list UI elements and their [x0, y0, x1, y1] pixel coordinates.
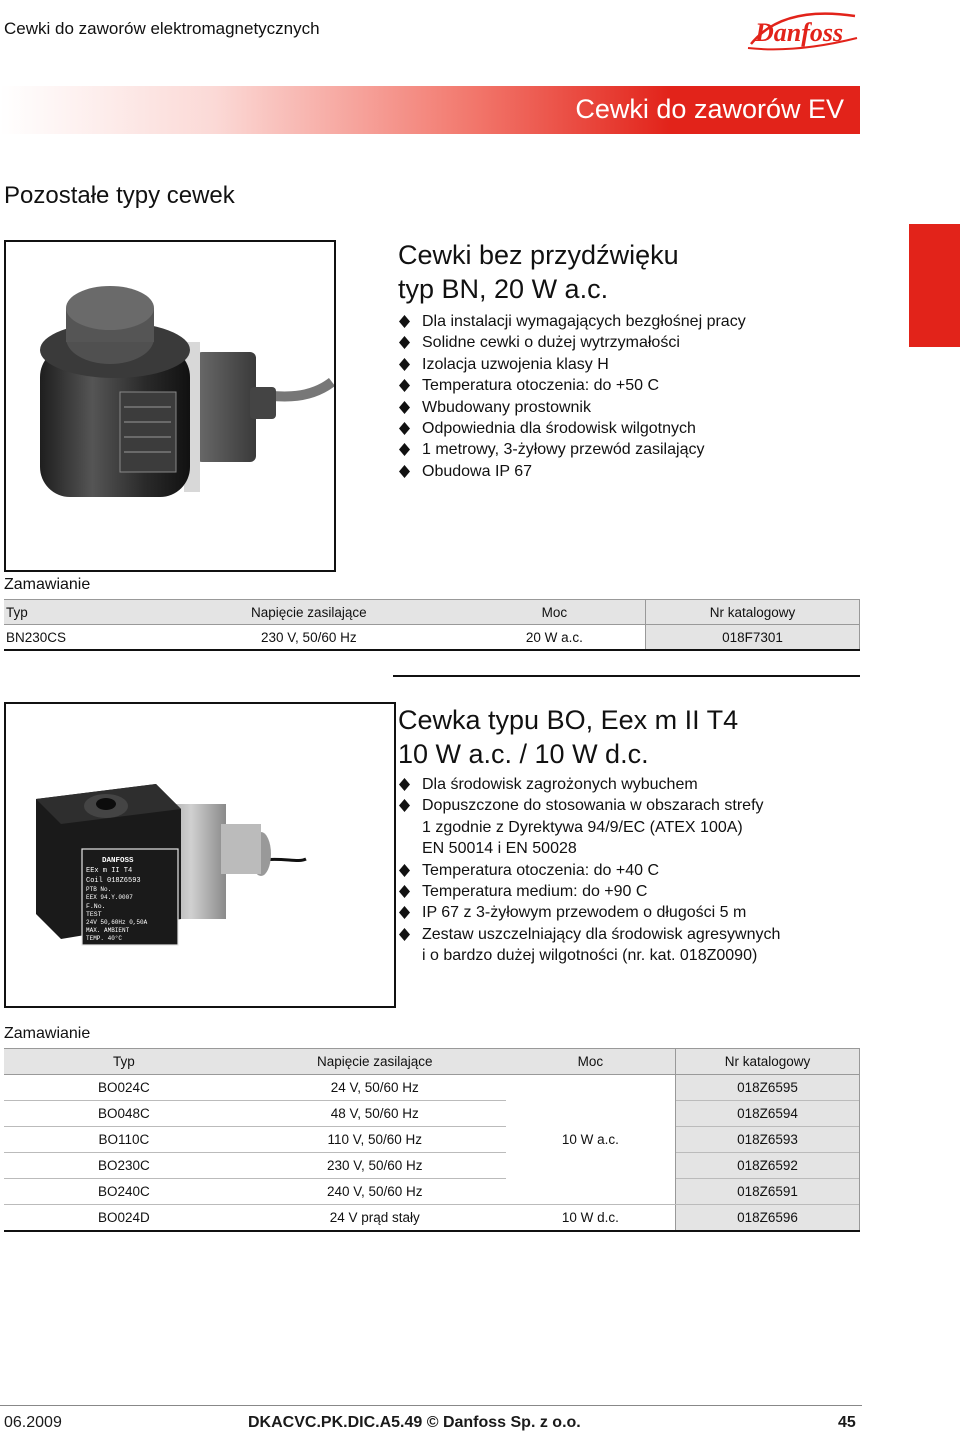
- diamond-bullet-icon: [399, 906, 410, 919]
- table-row: [4, 1205, 860, 1232]
- feature-text: Izolacja uzwojenia klasy H: [422, 355, 609, 373]
- table-cell: 018Z6594: [676, 1101, 860, 1127]
- diamond-bullet-icon: [399, 465, 410, 478]
- table-cell: 24 V, 50/60 Hz: [330, 1080, 419, 1095]
- running-header: Cewki do zaworów elektromagnetycznych: [4, 19, 320, 38]
- table-row: [4, 1153, 860, 1179]
- footer-date: 06.2009: [4, 1414, 62, 1431]
- feature-item: [398, 795, 780, 859]
- product-photo-bn: [4, 240, 336, 572]
- table-row: [4, 625, 860, 651]
- table-row: [4, 1075, 860, 1101]
- feature-item: [398, 397, 746, 418]
- table-cell: 230 V, 50/60 Hz: [326, 1158, 423, 1173]
- feature-list-bn: [398, 311, 746, 482]
- table-row: [4, 1179, 860, 1205]
- feature-list-bo: [398, 774, 780, 967]
- coil-label-line: EEx m II T4: [86, 867, 133, 875]
- footer-document-code: DKACVC.PK.DIC.A5.49 © Danfoss Sp. z o.o.: [248, 1414, 581, 1431]
- feature-text: Temperatura otoczenia: do +50 C: [422, 377, 660, 395]
- diamond-bullet-icon: [399, 336, 410, 349]
- diamond-bullet-icon: [399, 864, 410, 877]
- column-header: Napięcie zasilające: [244, 1049, 506, 1075]
- danfoss-logo: [745, 8, 860, 52]
- coil-label-line: EEX 94.Y.0007: [86, 894, 133, 901]
- table-cell: BO230C: [98, 1158, 150, 1173]
- coil-label-line: MAX. AMBIENT: [86, 927, 130, 934]
- column-header: Moc: [506, 1049, 676, 1075]
- page-number: 45: [838, 1414, 856, 1431]
- feature-item: [398, 774, 780, 795]
- feature-text: IP 67 z 3-żyłowym przewodem o długości 5 m: [422, 904, 747, 922]
- table-cell: 018Z6593: [676, 1127, 860, 1153]
- feature-text: 1 metrowy, 3-żyłowy przewód zasilający: [422, 441, 705, 459]
- table-cell: 018Z6596: [676, 1205, 860, 1232]
- diamond-bullet-icon: [399, 885, 410, 898]
- feature-text: Dopuszczone do stosowania w obszarach strefy: [422, 797, 764, 815]
- table-cell: BN230CS: [6, 629, 67, 645]
- solenoid-coil-bo-photo: [6, 704, 394, 1006]
- table-cell: 24 V prąd stały: [329, 1210, 420, 1225]
- feature-item: [398, 881, 780, 902]
- table-cell: BO048C: [98, 1106, 150, 1121]
- diamond-bullet-icon: [399, 422, 410, 435]
- feature-item: [398, 461, 746, 482]
- product-title-bn: [398, 238, 679, 306]
- section-heading: Pozostałe typy cewek: [4, 182, 235, 209]
- order-label: Zamawianie: [4, 576, 91, 593]
- feature-text: 1 zgodnie z Dyrektywa 94/9/EC (ATEX 100A): [422, 818, 743, 836]
- feature-text: Dla środowisk zagrożonych wybuchem: [422, 776, 698, 793]
- section-divider: [393, 675, 860, 677]
- feature-text: Wbudowany prostownik: [422, 398, 591, 416]
- diamond-bullet-icon: [399, 778, 410, 791]
- table-header-row: [4, 1049, 860, 1075]
- table-cell: 10 W d.c.: [561, 1210, 619, 1225]
- product-title-line: 10 W a.c. / 10 W d.c.: [398, 739, 649, 769]
- table-cell: BO240C: [98, 1184, 150, 1199]
- product-photo-bo: [4, 702, 396, 1008]
- table-row: [4, 1127, 860, 1153]
- feature-item: [398, 311, 746, 332]
- feature-item: [398, 418, 746, 439]
- order-label: Zamawianie: [4, 1025, 91, 1042]
- column-header: Napięcie zasilające: [154, 600, 464, 625]
- feature-item: [398, 332, 746, 353]
- coil-label-line: Coil 018Z6593: [86, 877, 141, 885]
- order-table-bo: [4, 1048, 860, 1232]
- column-header: Nr katalogowy: [676, 1049, 860, 1075]
- side-tab-marker: [909, 224, 960, 347]
- feature-text: i o bardzo dużej wilgotności (nr. kat. 018Z0090): [422, 947, 758, 965]
- coil-label-line: F.No.: [86, 903, 106, 910]
- diamond-bullet-icon: [399, 358, 410, 371]
- coil-label-line: 24V 50,60Hz 0,50A: [86, 919, 148, 926]
- diamond-bullet-icon: [399, 799, 410, 812]
- table-cell: BO024C: [98, 1080, 150, 1095]
- product-title-line: typ BN, 20 W a.c.: [398, 274, 609, 304]
- diamond-bullet-icon: [399, 379, 410, 392]
- table-row: [4, 1101, 860, 1127]
- diamond-bullet-icon: [399, 401, 410, 414]
- table-cell: 230 V, 50/60 Hz: [261, 629, 357, 645]
- feature-item: [398, 902, 780, 923]
- product-title-bo: [398, 703, 738, 771]
- feature-text: EN 50014 i EN 50028: [422, 840, 577, 858]
- diamond-bullet-icon: [399, 315, 410, 328]
- feature-item: [398, 860, 780, 881]
- table-header-row: [4, 600, 860, 625]
- title-banner: [0, 86, 860, 134]
- table-cell: 018F7301: [646, 625, 860, 651]
- column-header: Typ: [4, 1049, 244, 1075]
- table-cell: 018Z6592: [676, 1153, 860, 1179]
- feature-text: Obudowa IP 67: [422, 462, 533, 480]
- table-cell: 20 W a.c.: [525, 629, 583, 645]
- table-cell: 018Z6595: [676, 1075, 860, 1101]
- product-title-line: Cewki bez przydźwięku: [398, 240, 679, 270]
- table-cell: BO024D: [98, 1210, 150, 1225]
- svg-text:Danfoss: Danfoss: [755, 18, 844, 47]
- feature-item: [398, 924, 780, 967]
- table-cell: 48 V, 50/60 Hz: [330, 1106, 419, 1121]
- coil-label-line: TEST: [86, 911, 102, 918]
- feature-text: Solidne cewki o dużej wytrzymałości: [422, 334, 680, 352]
- banner-title: Cewki do zaworów EV: [575, 94, 844, 124]
- diamond-bullet-icon: [399, 928, 410, 941]
- feature-text: Temperatura otoczenia: do +40 C: [422, 861, 660, 879]
- feature-text: Zestaw uszczelniający dla środowisk agresywnych: [422, 925, 781, 943]
- feature-text: Temperatura medium: do +90 C: [422, 883, 648, 901]
- table-cell: 018Z6591: [676, 1179, 860, 1205]
- table-cell: 110 V, 50/60 Hz: [327, 1132, 423, 1147]
- coil-label-line: DANFOSS: [102, 857, 134, 865]
- feature-item: [398, 439, 746, 460]
- feature-item: [398, 375, 746, 396]
- diamond-bullet-icon: [399, 443, 410, 456]
- table-cell: 240 V, 50/60 Hz: [326, 1184, 423, 1199]
- product-title-line: Cewka typu BO, Eex m II T4: [398, 705, 739, 735]
- column-header: Nr katalogowy: [646, 600, 860, 625]
- feature-text: Dla instalacji wymagających bezgłośnej pracy: [422, 313, 746, 330]
- solenoid-coil-bn-photo: [6, 242, 334, 570]
- table-cell-merged: 10 W a.c.: [506, 1075, 676, 1205]
- feature-item: [398, 354, 746, 375]
- order-table-bn: [4, 599, 860, 651]
- coil-label-line: PTB No.: [86, 886, 112, 893]
- coil-label-line: TEMP. 40°C: [86, 935, 123, 942]
- column-header: Moc: [464, 600, 646, 625]
- footer-divider: [0, 1405, 862, 1406]
- feature-text: Odpowiednia dla środowisk wilgotnych: [422, 420, 696, 438]
- column-header: Typ: [4, 600, 154, 625]
- table-cell: BO110C: [98, 1132, 150, 1147]
